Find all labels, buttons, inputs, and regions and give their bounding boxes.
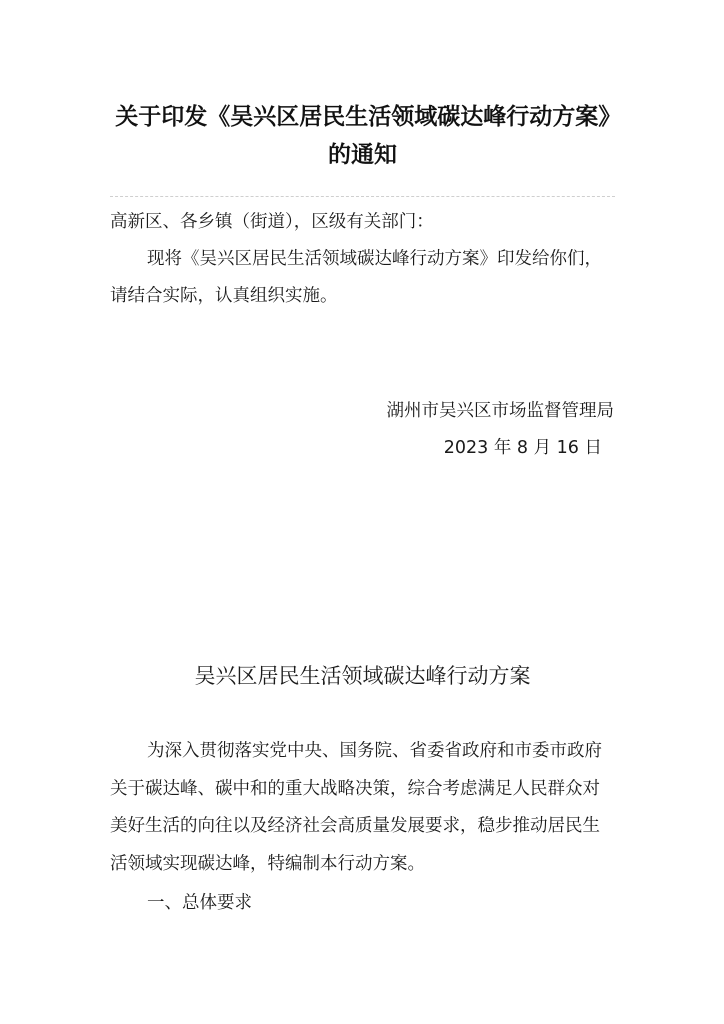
plan-title: 吴兴区居民生活领域碳达峰行动方案 bbox=[194, 664, 531, 688]
plan-intro-paragraph: 为深入贯彻落实党中央、国务院、省委省政府和市委市政府关于碳达峰、碳中和的重大战略决策，综合考虑满足人民群众对美好生活的向往以及经济社会高质量发展要求，稳步推动居民生活领域实现碳达峰，特编制本行动方案。 bbox=[110, 741, 602, 874]
section-heading-1: 一、总体要求 bbox=[147, 893, 252, 913]
notice-title: 关于印发《吴兴区居民生活领域碳达峰行动方案》的通知 bbox=[115, 104, 610, 168]
issue-date: 2023 年 8 月 16 日 bbox=[443, 438, 602, 458]
intro-paragraph: 现将《吴兴区居民生活领域碳达峰行动方案》印发给你们，请结合实际，认真组织实施。 bbox=[110, 249, 602, 306]
addressee-line: 高新区、各乡镇（街道），区级有关部门： bbox=[110, 212, 434, 232]
issuer-signature: 湖州市吴兴区市场监督管理局 bbox=[386, 401, 614, 421]
title-divider bbox=[110, 196, 615, 197]
